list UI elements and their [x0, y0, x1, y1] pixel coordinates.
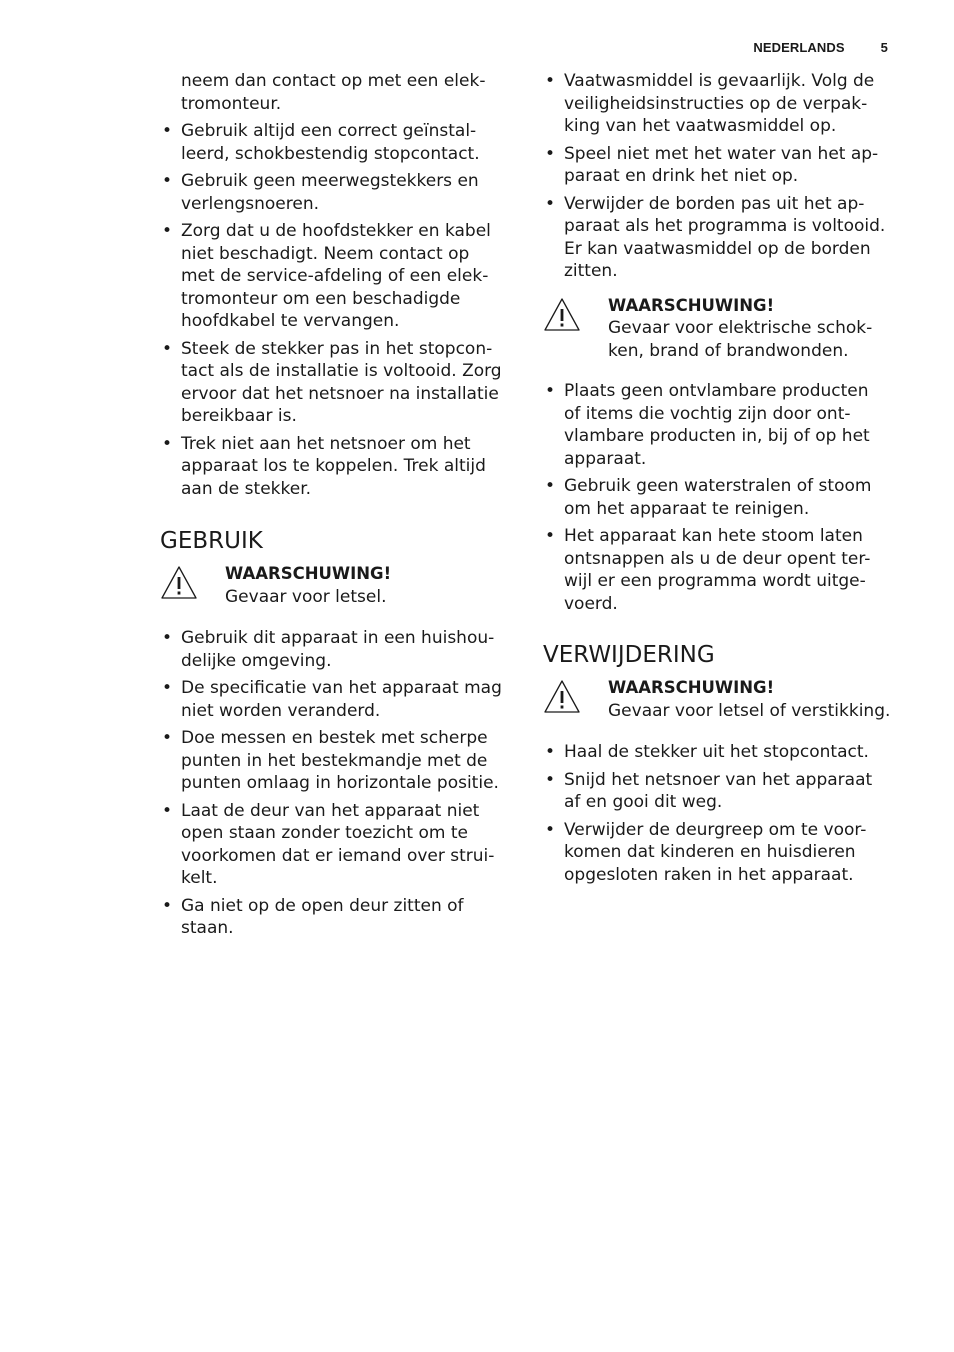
- list-item: • Doe messen en bestek met scherpe punten in het bestekmandje met de punten omlaag in horizontale positie.: [162, 728, 499, 793]
- warning-block: [543, 677, 899, 722]
- list-item: • Plaats geen ontvlambare producten of items die vochtig zijn door ont- vlambare producten in, bij of op het apparaat.: [545, 381, 870, 469]
- warning-block: [160, 563, 516, 608]
- page-number: 5: [880, 40, 888, 55]
- bullet-list-bottom-left: [160, 627, 516, 940]
- section-title-gebruik: GEBRUIK: [160, 528, 263, 554]
- warning-triangle-icon: [160, 565, 198, 601]
- bullet-dot: •: [162, 728, 173, 748]
- warning-title: WAARSCHUWING!: [608, 678, 775, 697]
- list-item: • Haal de stekker uit het stopcontact.: [545, 742, 869, 762]
- list-item: • Snijd het netsnoer van het apparaat af en gooi dit weg.: [545, 769, 873, 812]
- list-item: • Het apparaat kan hete stoom laten ontsnappen als u de deur opent ter- wijl er een programma wordt uitge- voerd.: [545, 526, 871, 614]
- bullet-list-middle-right: [543, 380, 899, 615]
- section-title-verwijdering: VERWIJDERING: [543, 642, 715, 668]
- bullet-dot: •: [545, 819, 556, 840]
- bullet-dot: •: [162, 171, 173, 191]
- continuation-text: neem dan contact op met een elek- tromonteur.: [181, 71, 486, 114]
- right-column: [543, 70, 899, 886]
- bullet-dot: •: [545, 526, 556, 546]
- list-item: • Gebruik altijd een correct geïnstal- leerd, schokbestendig stopcontact.: [162, 121, 480, 164]
- left-column: [160, 70, 516, 940]
- bullet-dot: •: [545, 769, 556, 790]
- page-header: [753, 40, 888, 55]
- bullet-dot: •: [162, 800, 173, 821]
- bullet-list-bottom-right: [543, 741, 899, 886]
- warning-title: WAARSCHUWING!: [608, 295, 775, 315]
- list-item: • Verwijder de borden pas uit het ap- paraat als het programma is voltooid. Er kan vaatwasmiddel op de borden zitten.: [545, 193, 886, 281]
- list-item: • Ga niet op de open deur zitten of staan.: [162, 895, 464, 938]
- bullet-list-top-left: [160, 120, 516, 500]
- header-language: NEDERLANDS: [753, 40, 845, 55]
- list-item: • Speel niet met het water van het ap- paraat en drink het niet op.: [545, 143, 879, 186]
- list-item: • Laat de deur van het apparaat niet open staan zonder toezicht om te voorkomen dat er iemand over strui- kelt.: [162, 800, 495, 888]
- bullet-dot: •: [162, 678, 173, 698]
- bullet-dot: •: [545, 143, 556, 164]
- bullet-dot: •: [545, 71, 556, 91]
- bullet-list-top-right: [543, 70, 899, 283]
- list-item: • Zorg dat u de hoofdstekker en kabel niet beschadigt. Neem contact op met de service-afdeling of een elek- tromonteur om een beschadigde hoofdkabel te vervangen.: [162, 221, 491, 331]
- warning-text: Gevaar voor letsel.: [225, 586, 387, 607]
- list-item: • Gebruik geen meerwegstekkers en verlengsnoeren.: [162, 171, 479, 214]
- bullet-dot: •: [545, 381, 556, 401]
- warning-title: WAARSCHUWING!: [225, 564, 392, 583]
- list-item: • Vaatwasmiddel is gevaarlijk. Volg de veiligheidsinstructies op de verpak- king van het vaatwasmiddel op.: [545, 71, 875, 136]
- list-item: • De specificatie van het apparaat mag niet worden veranderd.: [162, 678, 502, 721]
- warning-triangle-icon: [543, 679, 581, 715]
- list-item: • Steek de stekker pas in het stopcon- tact als de installatie is voltooid. Zorg ervoor dat het netsnoer na installatie bereikbaar is.: [162, 338, 502, 426]
- bullet-dot: •: [162, 433, 173, 454]
- bullet-dot: •: [545, 476, 556, 496]
- list-item: • Gebruik dit apparaat in een huishou- delijke omgeving.: [162, 628, 495, 671]
- warning-triangle-icon: [543, 297, 581, 333]
- bullet-dot: •: [162, 628, 173, 648]
- list-item: • Verwijder de deurgreep om te voor- komen dat kinderen en huisdieren opgesloten raken in het apparaat.: [545, 819, 867, 885]
- bullet-dot: •: [162, 221, 173, 241]
- list-item: • Trek niet aan het netsnoer om het apparaat los te koppelen. Trek altijd aan de stekker.: [162, 433, 486, 499]
- bullet-dot: •: [545, 193, 556, 214]
- warning-block: [543, 295, 899, 363]
- bullet-dot: •: [162, 121, 173, 141]
- list-item: • Gebruik geen waterstralen of stoom om het apparaat te reinigen.: [545, 476, 872, 519]
- bullet-dot: •: [162, 895, 173, 916]
- warning-text: Gevaar voor letsel of verstikking.: [608, 700, 891, 721]
- bullet-dot: •: [162, 338, 173, 359]
- warning-text: Gevaar voor elektrische schok- ken, brand of brandwonden.: [608, 318, 873, 361]
- bullet-dot: •: [545, 742, 556, 762]
